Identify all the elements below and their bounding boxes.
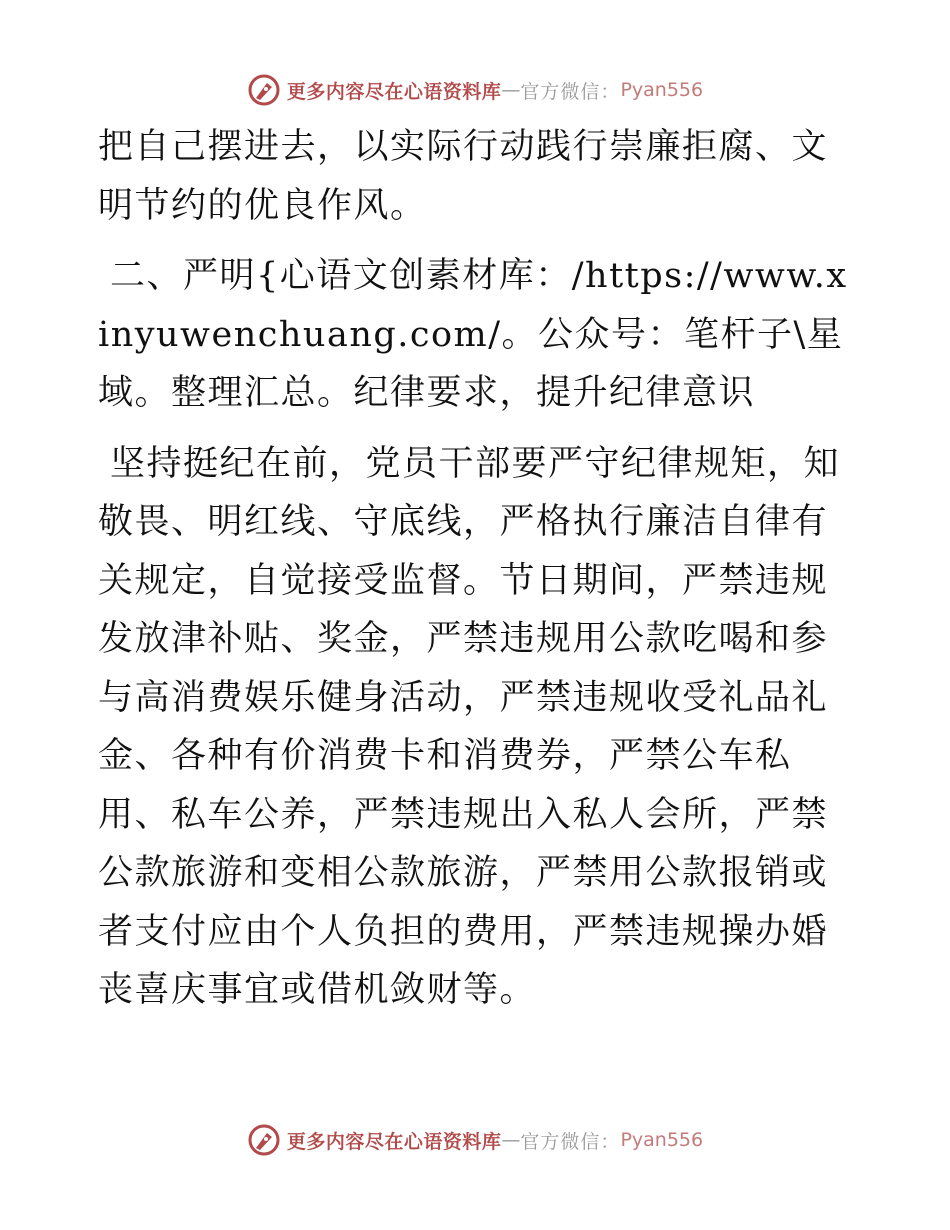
footer-banner-contact-label: 官方微信： [520,1130,621,1153]
pen-nib-circle-icon [247,73,281,107]
banner-contact-id: Pyan556 [620,79,704,101]
footer-banner-separator: — [501,1129,521,1151]
footer-banner [0,1120,950,1160]
pen-nib-circle-icon [247,1123,281,1157]
paragraph-3: 坚持挺纪在前，党员干部要严守纪律规矩，知敬畏、明红线、守底线，严格执行廉洁自律有关规定，自觉接受监督。节日期间，严禁违规发放津补贴、奖金，严禁违规用公款吃喝和参与高消费娱乐健身活动，严禁违规收受礼品礼金、各种有价消费卡和消费券，严禁公车私用、私车公养，严禁违规出入私人会所，严禁公款旅游和变相公款旅游，严禁用公款报销或者支付应由个人负担的费用，严禁违规操办婚丧喜庆事宜或借机敛财等。 [98,443,841,1010]
banner-contact-label: 官方微信： [520,80,621,103]
paragraph-2-heading: 二、严明{心语文创素材库：/https://www.xinyuwenchuang.com/。公众号：笔杆子\星域。整理汇总。纪律要求，提升纪律意识 [98,256,848,413]
banner-separator: — [501,79,521,101]
header-banner [0,70,950,110]
banner-title: 更多内容尽在心语资料库 [286,80,502,103]
footer-banner-contact-id: Pyan556 [620,1129,704,1151]
document-body [98,118,858,1020]
paragraph-1: 把自己摆进去，以实际行动践行崇廉拒腐、文明节约的优良作风。 [98,127,829,226]
footer-banner-title: 更多内容尽在心语资料库 [286,1130,502,1153]
